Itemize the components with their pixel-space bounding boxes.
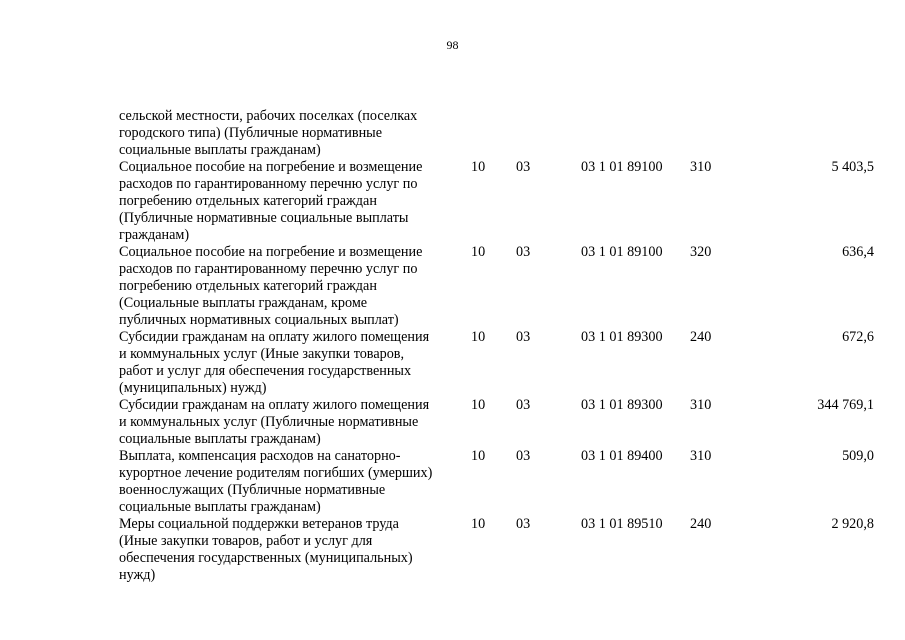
budget-table [119,108,879,584]
target-article-code: 03 1 01 89510 [581,516,663,532]
name-line: и коммунальных услуг (Публичные нормативные [119,414,419,430]
razdel-code: 10 [471,244,486,260]
name-line: городского типа) (Публичные нормативные [119,125,382,141]
amount: 344 769,1 [817,397,874,413]
expense-type-code: 320 [690,244,712,260]
name-line: погребению отдельных категорий граждан [119,278,377,294]
podrazdel-code: 03 [516,397,531,413]
target-article-code: 03 1 01 89100 [581,159,663,175]
name-line: (Социальные выплаты гражданам, кроме [119,295,368,311]
amount: 2 920,8 [831,516,874,532]
name-line: нужд) [119,567,156,583]
name-line: Социальное пособие на погребение и возмещение [119,159,423,175]
name-line: Социальное пособие на погребение и возмещение [119,244,423,260]
name-line: социальные выплаты гражданам) [119,431,321,447]
podrazdel-code: 03 [516,516,531,532]
name-line: обеспечения государственных (муниципальных) [119,550,413,566]
name-line: социальные выплаты гражданам) [119,499,321,515]
amount: 672,6 [842,329,874,345]
amount: 5 403,5 [831,159,874,175]
name-line: сельской местности, рабочих поселках (поселках [119,108,418,124]
name-line: военнослужащих (Публичные нормативные [119,482,386,498]
podrazdel-code: 03 [516,159,531,175]
name-line: (Иные закупки товаров, работ и услуг для [119,533,373,549]
name-line: погребению отдельных категорий граждан [119,193,377,209]
expense-name [119,397,459,448]
name-line: расходов по гарантированному перечню услуг по [119,261,418,277]
expense-name [119,448,459,516]
name-line: публичных нормативных социальных выплат) [119,312,399,328]
target-article-code: 03 1 01 89100 [581,244,663,260]
expense-type-code: 240 [690,329,712,345]
table-row [119,448,879,516]
razdel-code: 10 [471,516,486,532]
name-line: Субсидии гражданам на оплату жилого помещения [119,329,430,345]
expense-name [119,329,459,397]
name-line: гражданам) [119,227,190,243]
name-line: расходов по гарантированному перечню услуг по [119,176,418,192]
expense-name [119,159,459,244]
amount: 636,4 [842,244,874,260]
target-article-code: 03 1 01 89400 [581,448,663,464]
name-line: курортное лечение родителям погибших (умерших) [119,465,433,481]
expense-name [119,108,459,159]
name-line: (муниципальных) нужд) [119,380,267,396]
name-line: Субсидии гражданам на оплату жилого помещения [119,397,430,413]
name-line: Выплата, компенсация расходов на санаторно- [119,448,401,464]
podrazdel-code: 03 [516,448,531,464]
expense-name [119,516,459,584]
name-line: социальные выплаты гражданам) [119,142,321,158]
podrazdel-code: 03 [516,244,531,260]
expense-type-code: 310 [690,159,712,175]
name-line: (Публичные нормативные социальные выплаты [119,210,409,226]
table-row [119,159,879,244]
table-row [119,108,879,159]
razdel-code: 10 [471,159,486,175]
table-row [119,397,879,448]
target-article-code: 03 1 01 89300 [581,397,663,413]
expense-type-code: 310 [690,448,712,464]
page-number: 98 [446,38,459,52]
expense-name [119,244,459,329]
name-line: Меры социальной поддержки ветеранов труда [119,516,399,532]
expense-type-code: 310 [690,397,712,413]
amount: 509,0 [842,448,874,464]
table-row [119,329,879,397]
name-line: и коммунальных услуг (Иные закупки товаров, [119,346,405,362]
expense-type-code: 240 [690,516,712,532]
target-article-code: 03 1 01 89300 [581,329,663,345]
table-row [119,244,879,329]
razdel-code: 10 [471,329,486,345]
name-line: работ и услуг для обеспечения государственных [119,363,412,379]
razdel-code: 10 [471,397,486,413]
table-row [119,516,879,584]
podrazdel-code: 03 [516,329,531,345]
razdel-code: 10 [471,448,486,464]
